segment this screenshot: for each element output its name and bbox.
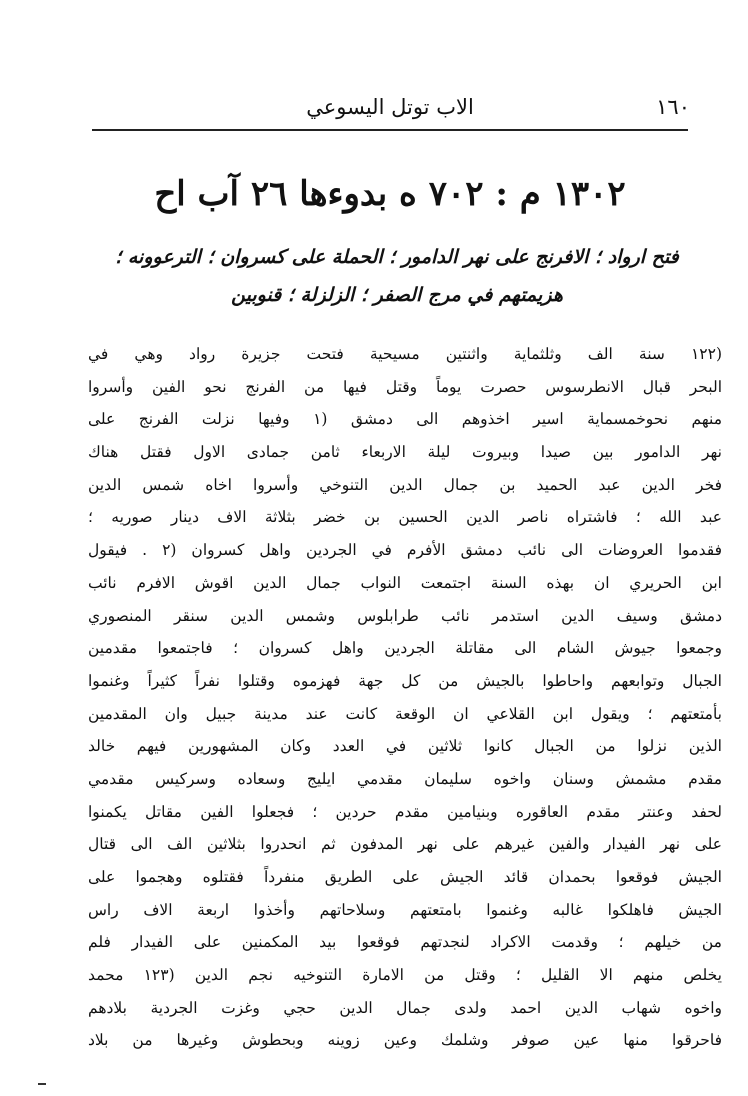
text-line: الجيش فاهلكوا غالبه وغنموا بامتعتهم وسلاحاتهم وأخذوا اربعة الاف راس bbox=[88, 900, 722, 919]
text-line: فقدموا العروضات الى نائب دمشق الأفرم في الجردين واهل كسروان (٢ . فيقول bbox=[88, 541, 722, 560]
text-line: نهر الدامور بين صيدا وبيروت ليلة الاربعاء ثامن جمادى الاول فقتل هناك bbox=[88, 443, 722, 462]
text-line: الذين نزلوا من الجبال كانوا ثلاثين في العدد وكان المشهورين فيهم خالد bbox=[88, 737, 722, 756]
text-line: فاحرقوا منها عين صوفر وشلمك وعين زوينه وبحطوش وغيرها من بلاد bbox=[88, 1031, 722, 1050]
summary-line: هزيمتهم في مرج الصفر ؛ الزلزلة ؛ قنوبين bbox=[231, 284, 563, 306]
text-line: فخر الدين عبد الحميد بن جمال الدين التنوخي وأسروا اخاه شمس الدين bbox=[88, 475, 722, 494]
chapter-summary bbox=[88, 238, 706, 314]
text-line: عبد الله ؛ فاشتراه ناصر الدين الحسين بن خضر بثلاثة الاف دينار صوريه ؛ bbox=[88, 508, 722, 527]
text-line: مقدم مشمش وسنان واخوه سليمان مقدمي ايليج وسعاده وسركيس مقدمي bbox=[88, 769, 722, 788]
header-rule bbox=[92, 129, 688, 131]
text-line: دمشق وسيف الدين استدمر نائب طرابلوس وشمس الدين سنقر المنصوري bbox=[88, 606, 722, 625]
text-line: ابن الحريري ان بهذه السنة اجتمعت النواب جمال الدين اقوش الافرم نائب bbox=[88, 573, 722, 592]
page-header bbox=[90, 92, 690, 126]
text-line: لحفد وعنتر مقدم العاقوره وبنيامين مقدم حردين ؛ فجعلوا الفين مقاتل يكمنوا bbox=[88, 802, 722, 821]
running-title: الاب توتل اليسوعي bbox=[306, 95, 474, 119]
text-line: بأمتعتهم ؛ ويقول ابن القلاعي ان الوقعة كانت عند مدينة جبيل وان المقدمين bbox=[88, 704, 722, 723]
text-line: يخلص منهم الا القليل ؛ وقتل من الامارة التنوخيه نجم الدين (١٢٣ محمد bbox=[88, 966, 722, 985]
text-line: واخوه شهاب الدين احمد ولدى جمال الدين حجي وغزت الجردية بلادهم bbox=[88, 998, 722, 1017]
summary-line: فتح ارواد ؛ الافرنج على نهر الدامور ؛ الحملة على كسروان ؛ الترعوونه ؛ bbox=[115, 246, 679, 268]
scan-edge-mark bbox=[38, 1083, 46, 1085]
text-line: وجمعوا جيوش الشام الى مقاتلة الجردين واهل كسروان ؛ فاجتمعوا مقدمين bbox=[88, 639, 722, 658]
text-line: الجبال وتوابعهم واحاطوا بالجيش من كل جهة فهزموه وقتلوا نفراً كثيراً وغنموا bbox=[88, 671, 722, 690]
chapter-title: ١٣٠٢ م : ٧٠٢ ه بدوءها ٢٦ آب اح bbox=[154, 174, 626, 214]
text-line: منهم نحوخمسماية اسير اخذوهم الى دمشق (١ وفيها نزلت الفرنج على bbox=[88, 410, 722, 429]
text-line: (١٢٢ سنة الف وثلثماية واثنتين مسيحية فتحت جزيرة رواد وهي في bbox=[88, 345, 722, 363]
text-line: البحر قبال الانطرسوس حصرت يوماً وقتل فيها من الفرنج نحو الفين وأسروا bbox=[88, 377, 722, 396]
page-number: ١٦٠ bbox=[656, 95, 690, 119]
body-text bbox=[88, 338, 722, 1057]
text-line: الجيش فوقعوا بحمدان قائد الجيش على الطريق منفرداً فقتلوه وهجموا على bbox=[88, 868, 722, 886]
text-line: من خيلهم ؛ وقدمت الاكراد لنجدتهم فوقعوا بيد المكمنين على الفيدار فلم bbox=[88, 933, 722, 952]
text-line: على نهر الفيدار والفين غيرهم على نهر المدفون ثم انحدروا بثلاثين الف الى قتال bbox=[88, 835, 722, 854]
